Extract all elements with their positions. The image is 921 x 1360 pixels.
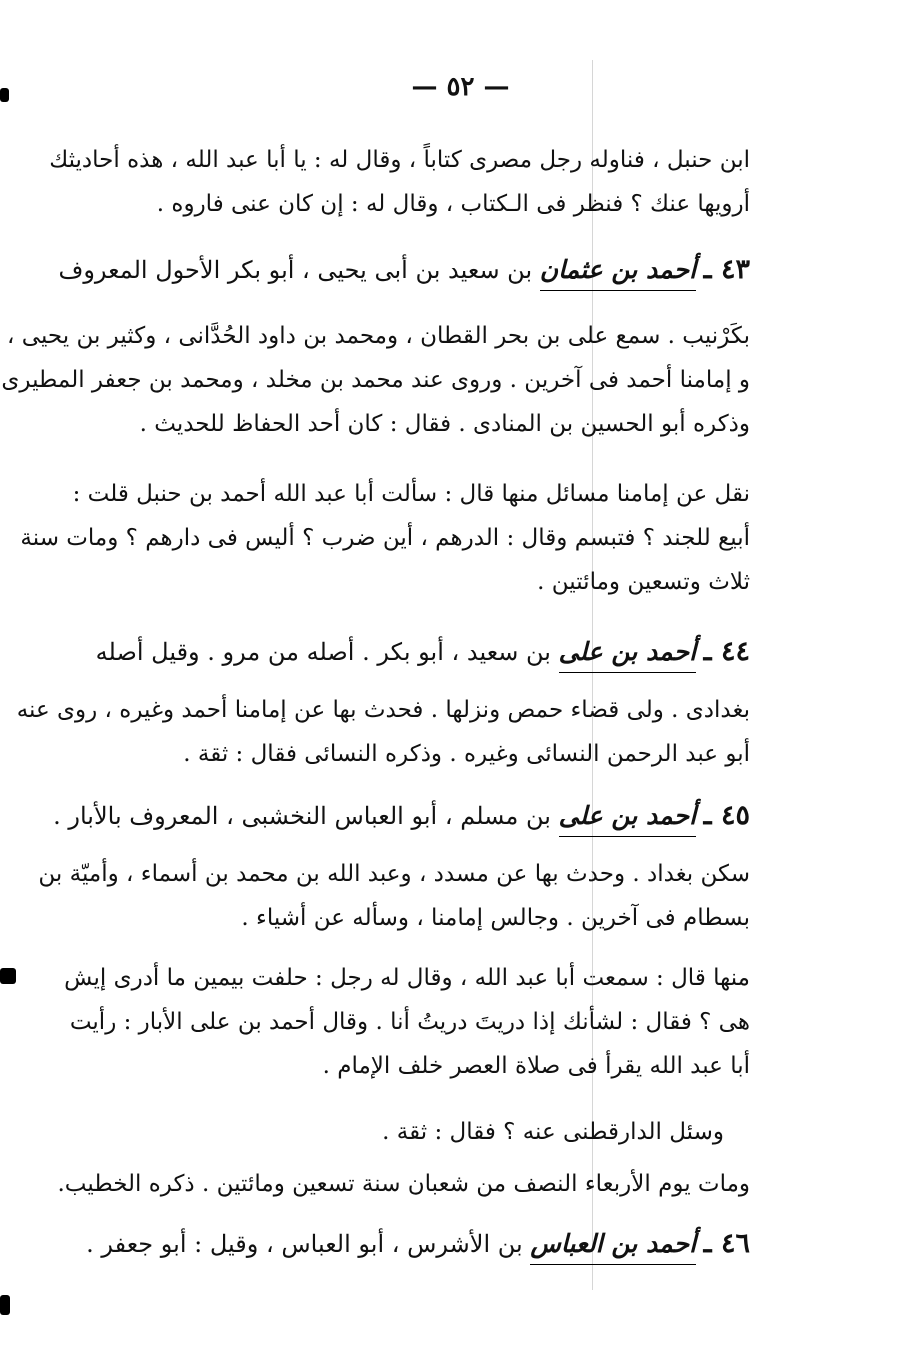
- entry-name: أحمد بن عثمان: [540, 255, 696, 291]
- entry-number: ٤٣ ـ: [703, 254, 750, 285]
- entry-heading-text: بن الأشرس ، أبو العباس ، وقيل : أبو جعفر .: [86, 1230, 531, 1258]
- entry-heading-line: [95, 630, 750, 674]
- entry-heading-text: بن سعيد ، أبو بكر . أصله من مرو . وقيل أصله: [95, 638, 559, 666]
- text-line: ثلاث وتسعين ومائتين .: [537, 569, 750, 595]
- text-line: بغدادى . ولى قضاء حمص ونزلها . فحدث بها عن إمامنا أحمد وغيره ، روى عنه: [16, 697, 750, 723]
- page-number: — ٥٢ —: [411, 72, 510, 102]
- biography-entry-45: [38, 794, 750, 940]
- biography-entry-46: [86, 1222, 750, 1266]
- text-line: أبا عبد الله يقرأ فى صلاة العصر خلف الإمام .: [322, 1053, 750, 1079]
- entry-heading-line: [58, 248, 750, 292]
- entry-name: أحمد بن على: [559, 801, 696, 837]
- text-line: وذكره أبو الحسين بن المنادى . فقال : كان أحد الحفاظ للحديث .: [139, 411, 750, 437]
- text-line: و إمامنا أحمد فى آخرين . وروى عند محمد بن مخلد ، ومحمد بن جعفر المطيرى: [1, 367, 750, 393]
- text-line: نقل عن إمامنا مسائل منها قال : سألت أبا عبد الله أحمد بن حنبل قلت :: [72, 481, 750, 507]
- entry-heading-line: [53, 794, 750, 838]
- entry-heading-text: بن سعيد بن أبى يحيى ، أبو بكر الأحول المعروف: [58, 256, 540, 284]
- text-line: سكن بغداد . وحدث بها عن مسدد ، وعبد الله بن محمد بن أسماء ، وأميّة بن: [38, 861, 750, 887]
- paragraph-continuation: [49, 138, 750, 226]
- entry-number: ٤٤ ـ: [703, 636, 750, 667]
- biography-entry-44: [16, 630, 750, 776]
- paragraph: [98, 1110, 750, 1154]
- paragraph: [57, 1162, 750, 1206]
- entry-name: أحمد بن على: [559, 637, 696, 673]
- entry-heading-line: [86, 1222, 750, 1266]
- entry-heading-text: بن مسلم ، أبو العباس النخشبى ، المعروف بالأبار .: [53, 802, 559, 830]
- text-line: بسطام فى آخرين . وجالس إمامنا ، وسأله عن أشياء .: [241, 905, 750, 931]
- biography-entry-43: [1, 248, 750, 446]
- entry-number: ٤٦ ـ: [703, 1228, 750, 1259]
- paragraph: [20, 472, 750, 604]
- text-line: ومات يوم الأربعاء النصف من شعبان سنة تسعين ومائتين . ذكره الخطيب.: [57, 1171, 750, 1197]
- paragraph: [64, 956, 750, 1088]
- text-line: ابن حنبل ، فناوله رجل مصرى كتاباً ، وقال له : يا أبا عبد الله ، هذه أحاديثك: [49, 147, 750, 173]
- text-line: أرويها عنك ؟ فنظر فى الـكتاب ، وقال له : إن كان عنى فاروه .: [156, 191, 750, 217]
- text-line: أبو عبد الرحمن النسائى وغيره . وذكره النسائى فقال : ثقة .: [183, 741, 750, 767]
- entry-number: ٤٥ ـ: [703, 800, 750, 831]
- margin-mark-bottom: [0, 1295, 10, 1315]
- margin-mark-middle: [0, 968, 16, 984]
- text-line: منها قال : سمعت أبا عبد الله ، وقال له رجل : حلفت بيمين ما أدرى إيش: [64, 965, 750, 991]
- text-line: وسئل الدارقطنى عنه ؟ فقال : ثقة .: [382, 1119, 724, 1145]
- text-line: أبيع للجند ؟ فتبسم وقال : الدرهم ، أين ضرب ؟ أليس فى دارهم ؟ ومات سنة: [20, 525, 750, 551]
- text-line: بكَرْنيب . سمع على بن بحر القطان ، ومحمد بن داود الحُدَّانى ، وكثير بن يحيى ،: [7, 323, 750, 349]
- entry-name: أحمد بن العباس: [530, 1229, 696, 1265]
- text-line: هى ؟ فقال : لشأنك إذا دريتَ دريتُ أنا . وقال أحمد بن على الأبار : رأيت: [69, 1009, 750, 1035]
